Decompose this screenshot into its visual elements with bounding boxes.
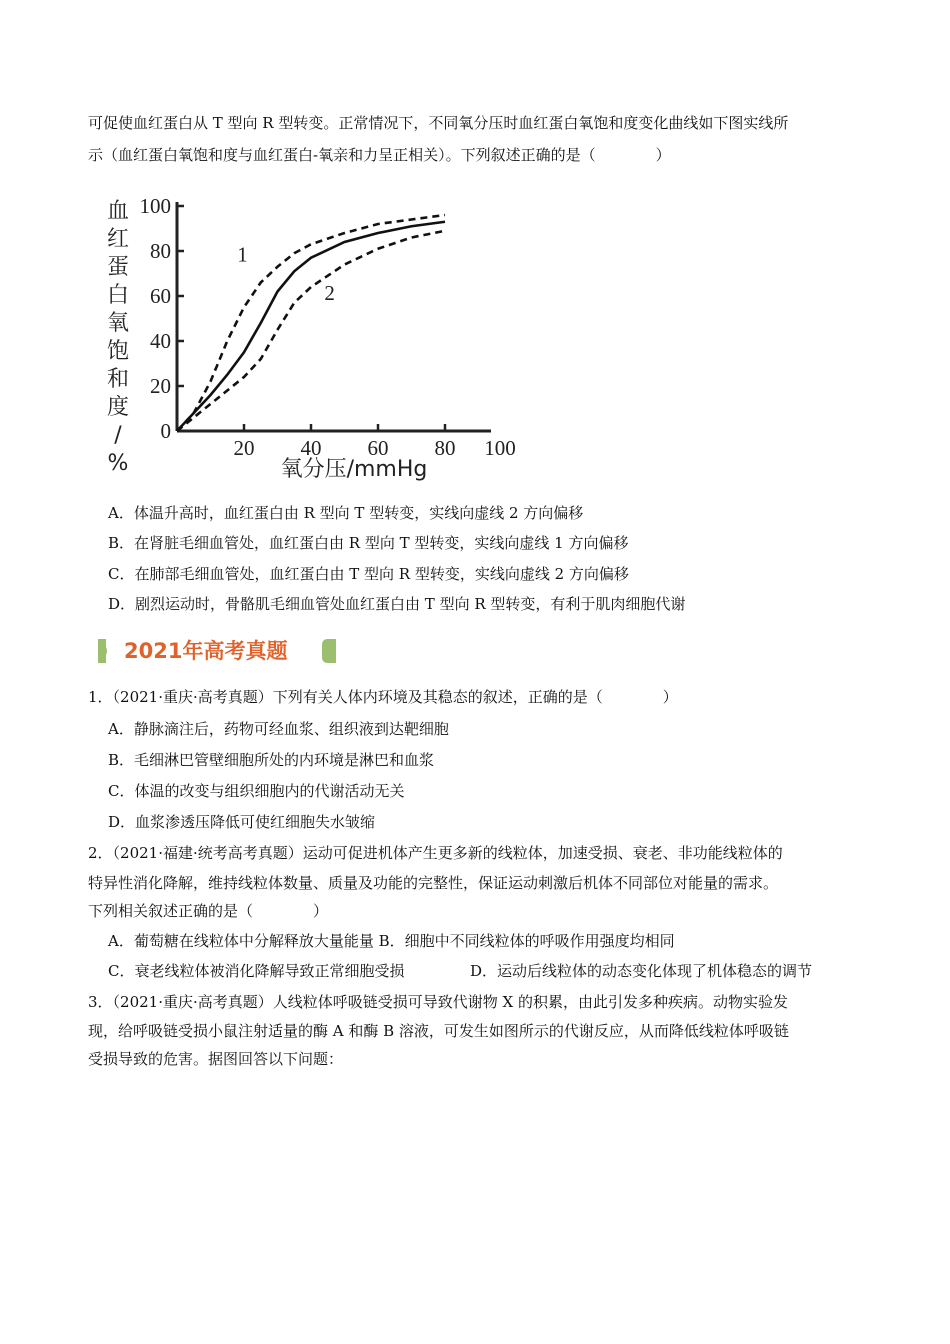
q2-line-2: 特异性消化降解，维持线粒体数量、质量及功能的完整性，保证运动刺激后机体不同部位对能量的需求。 — [88, 874, 779, 892]
y-tick-label: 40 — [150, 329, 171, 353]
x-tick-label: 60 — [367, 436, 389, 460]
y-axis-label-char: % — [107, 451, 129, 476]
oxygen-saturation-chart — [96, 186, 536, 486]
y-axis-label — [107, 199, 129, 476]
section-banner — [96, 631, 346, 671]
y-tick-label: 20 — [150, 374, 171, 398]
y-axis-label-char: 和 — [106, 367, 130, 392]
q1-option-d: D．血浆渗透压降低可使红细胞失水皱缩 — [108, 813, 376, 831]
chart-series — [177, 215, 445, 431]
y-axis-label-char: 度 — [106, 395, 130, 420]
chart-axes — [177, 202, 491, 431]
q3-line-3: 受损导致的危害。据图回答以下问题： — [88, 1050, 344, 1068]
y-axis-label-char: / — [114, 423, 122, 448]
q2-options-ab: A．葡萄糖在线粒体中分解释放大量能量 B．细胞中不同线粒体的呼吸作用强度均相同 — [108, 932, 675, 950]
series-label-1: 1 — [237, 242, 248, 267]
q2-option-d: D．运动后线粒体的动态变化体现了机体稳态的调节 — [470, 962, 813, 980]
y-axis-label-char: 红 — [106, 227, 130, 252]
intro-line-2: 示（血红蛋白氧饱和度与血红蛋白-氧亲和力呈正相关）。下列叙述正确的是（ ） — [88, 146, 671, 164]
y-axis-label-char: 饱 — [106, 339, 130, 364]
x-tick-label: 20 — [233, 436, 255, 460]
intro-line-1: 可促使血红蛋白从 T 型向 R 型转变。正常情况下，不同氧分压时血红蛋白氧饱和度变化曲线如下图实线所 — [88, 114, 789, 132]
q1-option-b: B．毛细淋巴管壁细胞所处的内环境是淋巴和血浆 — [108, 751, 435, 769]
section-title: 2021年高考真题 — [124, 639, 288, 663]
prev-option-b: B．在肾脏毛细血管处，血红蛋白由 R 型向 T 型转变，实线向虚线 1 方向偏移 — [108, 534, 629, 552]
q2-line-3: 下列相关叙述正确的是（ ） — [88, 902, 329, 920]
chart-ticks — [140, 194, 516, 460]
y-tick-label: 60 — [150, 284, 171, 308]
chart-series-labels — [237, 243, 335, 305]
q2-option-c: C．衰老线粒体被消化降解导致正常细胞受损 — [108, 962, 405, 980]
x-tick-label: 80 — [434, 436, 456, 460]
x-tick-label: 100 — [484, 436, 516, 460]
y-axis-label-char: 氧 — [106, 311, 130, 336]
series-label-2: 2 — [324, 280, 335, 305]
q1-stem: 1．（2021·重庆·高考真题）下列有关人体内环境及其稳态的叙述，正确的是（ ） — [88, 688, 678, 706]
q2-line-1: 2．（2021·福建·统考高考真题）运动可促进机体产生更多新的线粒体，加速受损、衰老、非功能线粒体的 — [88, 844, 783, 862]
q3-line-1: 3．（2021·重庆·高考真题）人线粒体呼吸链受损可导致代谢物 X 的积累，由此引发多种疾病。动物实验发 — [88, 993, 788, 1011]
y-axis-label-char: 蛋 — [106, 255, 130, 280]
y-axis-label-char: 血 — [106, 199, 130, 224]
x-axis-label: 氧分压/mmHg — [280, 457, 428, 482]
series-line-2 — [177, 231, 445, 431]
y-tick-label: 0 — [160, 419, 171, 443]
q3-line-2: 现，给呼吸链受损小鼠注射适量的酶 A 和酶 B 溶液，可发生如图所示的代谢反应，从而降低线粒体呼吸链 — [88, 1022, 789, 1040]
y-tick-label: 100 — [139, 194, 171, 218]
prev-option-d: D．剧烈运动时，骨骼肌毛细血管处血红蛋白由 T 型向 R 型转变，有利于肌肉细胞代谢 — [108, 595, 686, 613]
y-tick-label: 80 — [150, 239, 171, 263]
chart-svg — [96, 186, 536, 486]
q1-option-c: C．体温的改变与组织细胞内的代谢活动无关 — [108, 782, 405, 800]
prev-option-a: A．体温升高时，血红蛋白由 R 型向 T 型转变，实线向虚线 2 方向偏移 — [108, 504, 584, 522]
x-tick-label: 40 — [300, 436, 322, 460]
y-axis-label-char: 白 — [106, 283, 130, 308]
q1-option-a: A．静脉滴注后，药物可经血浆、组织液到达靶细胞 — [108, 720, 449, 738]
prev-option-c: C．在肺部毛细血管处，血红蛋白由 T 型向 R 型转变，实线向虚线 2 方向偏移 — [108, 565, 629, 583]
